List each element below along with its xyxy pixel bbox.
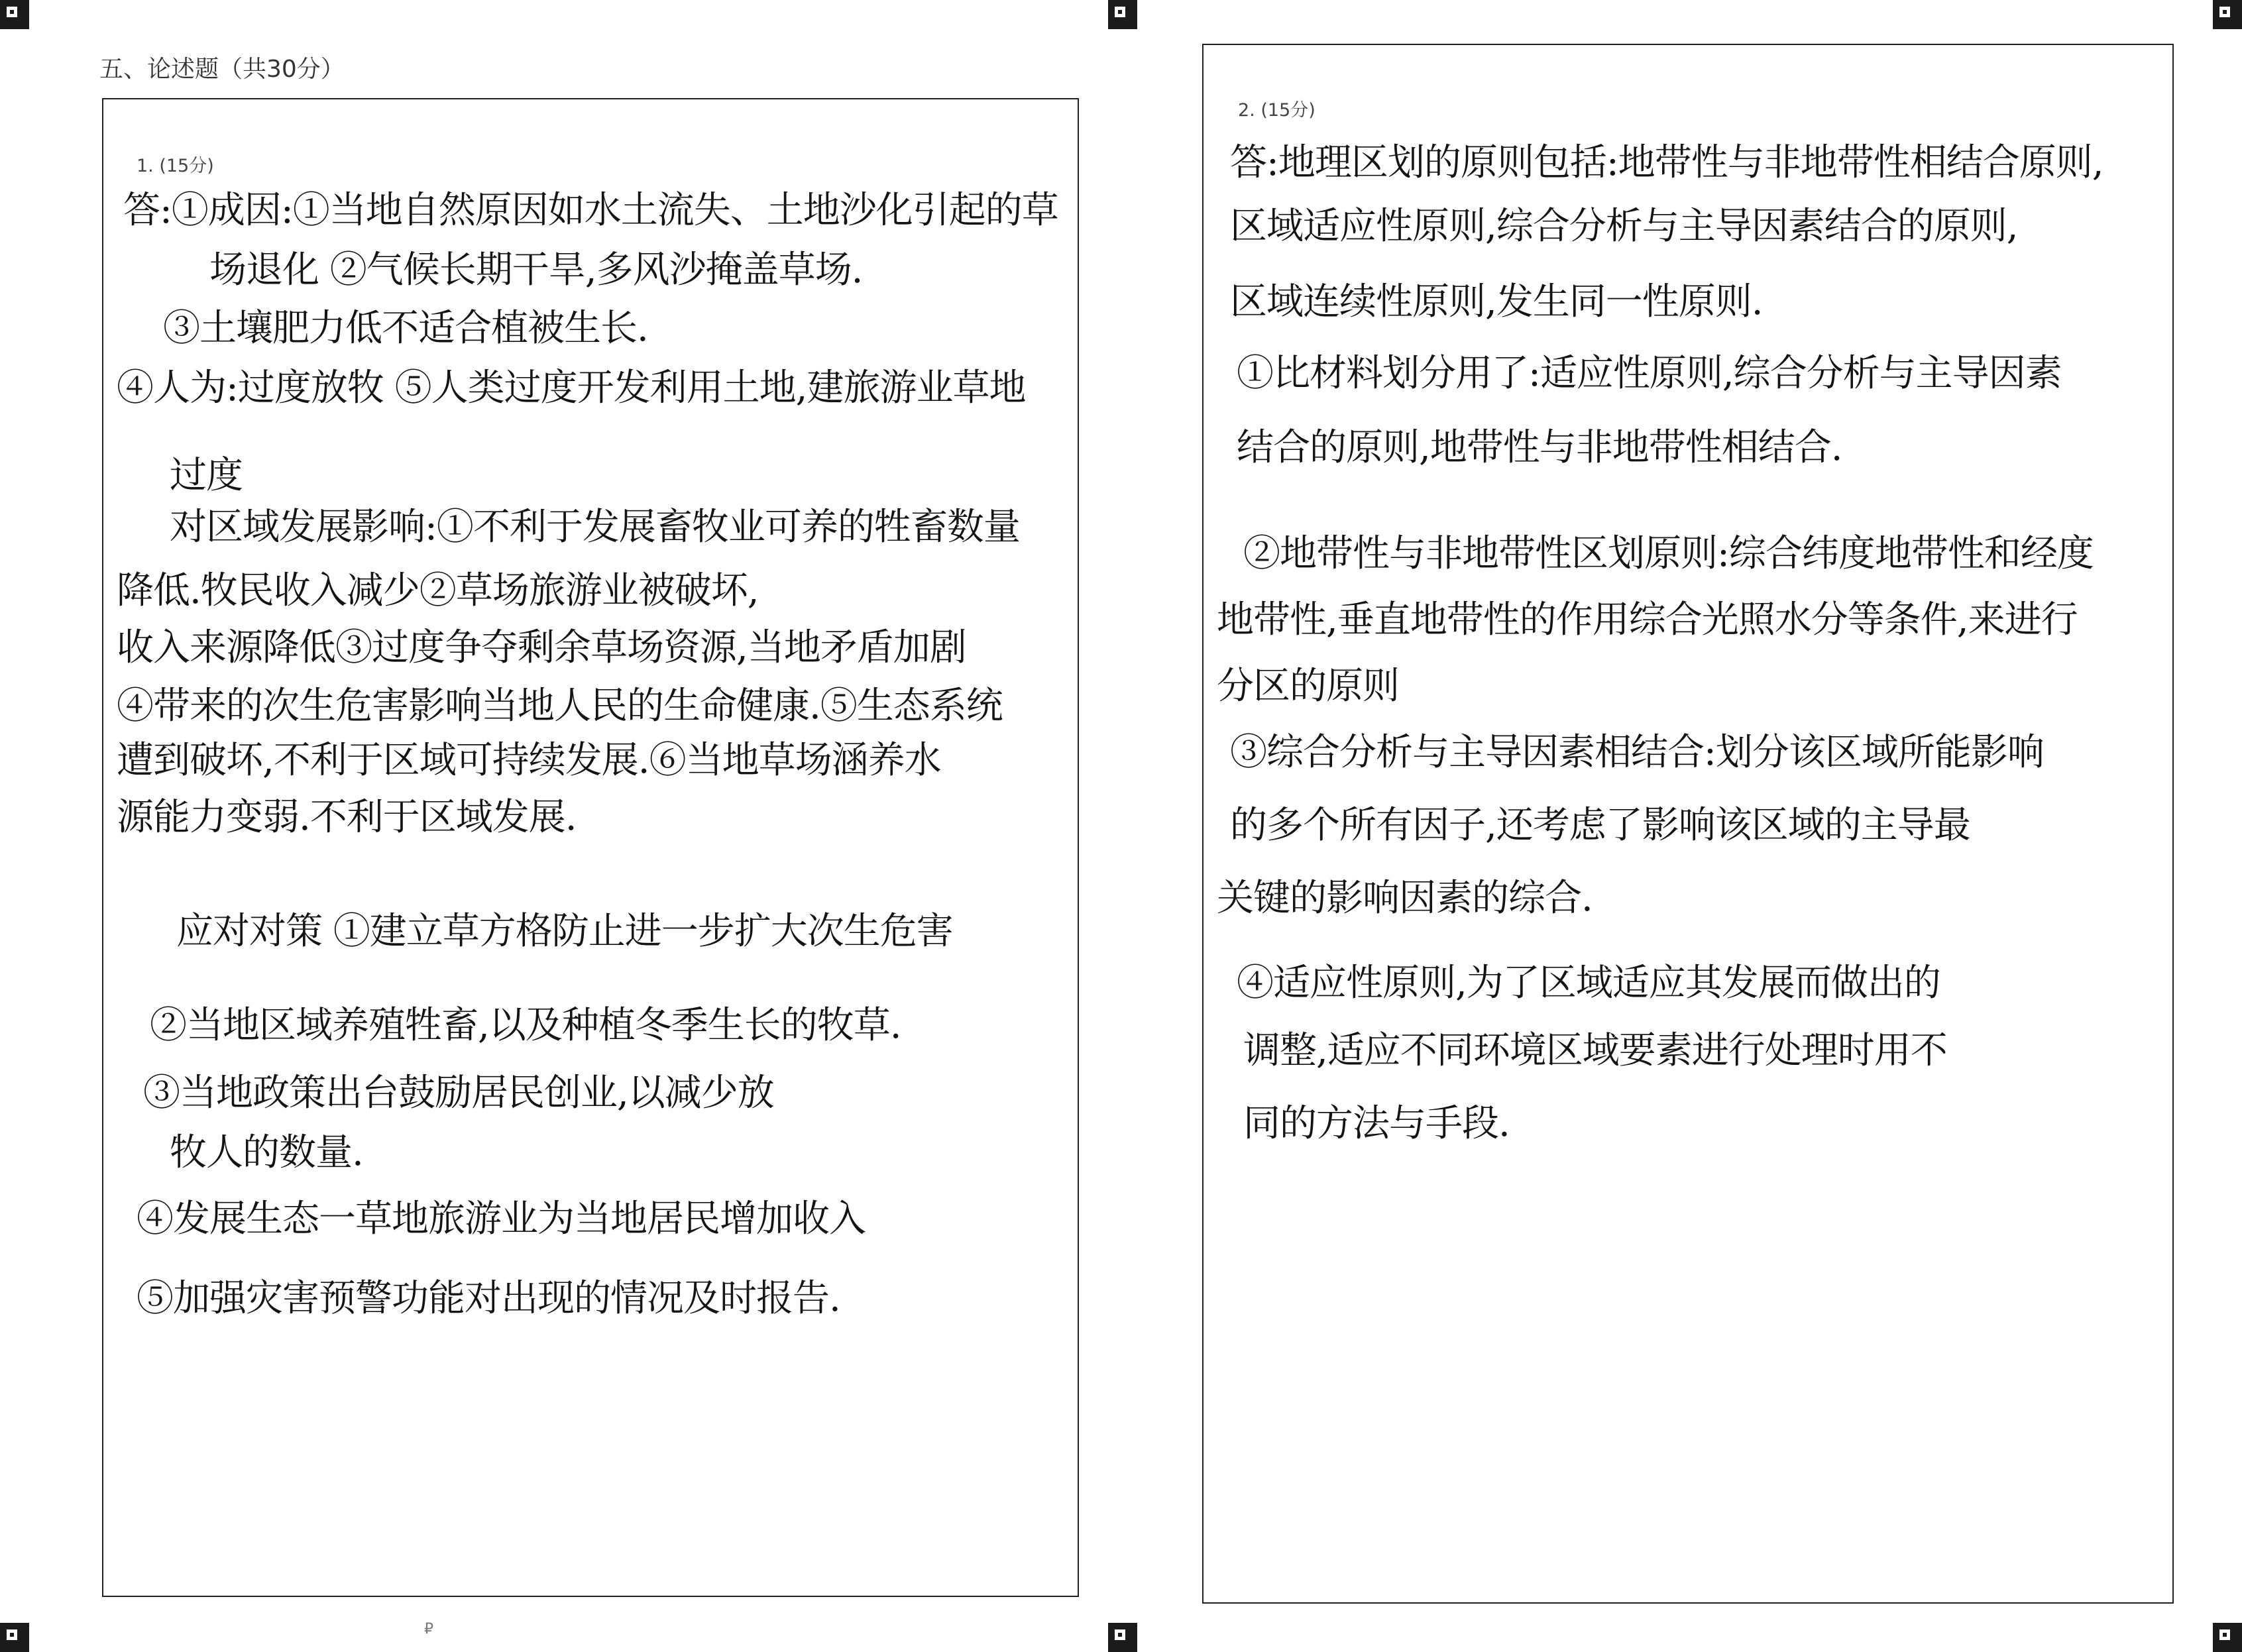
answer-line: 同的方法与手段. [1243, 1102, 1510, 1145]
answer-line: ②地带性与非地带性区划原则:综合纬度地带性和经度 [1243, 532, 2094, 575]
registration-marker-top-center [1108, 0, 1137, 29]
answer-line: 牧人的数量. [170, 1131, 363, 1174]
answer-line: 关键的影响因素的综合. [1217, 877, 1593, 920]
stray-mark: ₽ [424, 1621, 433, 1637]
answer-line: ④人为:过度放牧 ⑤人类过度开发利用土地,建旅游业草地 [117, 366, 1026, 410]
answer-line: ③土壤肥力低不适合植被生长. [163, 307, 648, 350]
answer-line: 区域连续性原则,发生同一性原则. [1230, 280, 1763, 323]
answer-line: 答:①成因:①当地自然原因如水土流失、土地沙化引起的草 [123, 189, 1058, 232]
answer-line: 地带性,垂直地带性的作用综合光照水分等条件,来进行 [1217, 598, 2078, 641]
answer-line: 对区域发展影响:①不利于发展畜牧业可养的牲畜数量 [170, 506, 1020, 549]
answer-line: ④带来的次生危害影响当地人民的生命健康.⑤生态系统 [117, 685, 1003, 728]
answer-box-question-1 [102, 98, 1079, 1597]
question-1-answer [103, 99, 1078, 1596]
answer-line: 遭到破坏,不利于区域可持续发展.⑥当地草场涵养水 [117, 739, 941, 782]
answer-line: 降低.牧民收入减少②草场旅游业被破坏, [117, 569, 759, 612]
question-1-label: 1. (15分) [137, 156, 214, 176]
answer-line: 分区的原则 [1217, 665, 1399, 708]
answer-line: 调整,适应不同环境区域要素进行处理时用不 [1243, 1029, 1947, 1072]
answer-line: ⑤加强灾害预警功能对出现的情况及时报告. [137, 1277, 840, 1320]
registration-marker-top-left [0, 0, 29, 29]
answer-line: 源能力变弱.不利于区域发展. [117, 796, 577, 839]
answer-line: 场退化 ②气候长期干旱,多风沙掩盖草场. [209, 248, 863, 292]
answer-line: 过度 [170, 454, 243, 497]
registration-marker-top-right [2213, 0, 2242, 29]
question-2-answer [1204, 45, 2172, 1602]
answer-line: 答:地理区划的原则包括:地带性与非地带性相结合原则, [1230, 141, 2103, 184]
answer-line: ④发展生态一草地旅游业为当地居民增加收入 [137, 1197, 866, 1240]
registration-marker-bottom-right [2213, 1623, 2242, 1652]
answer-box-question-2 [1202, 44, 2174, 1604]
answer-line: 的多个所有因子,还考虑了影响该区域的主导最 [1230, 804, 1970, 847]
answer-line: 应对对策 ①建立草方格防止进一步扩大次生危害 [176, 910, 953, 953]
section-title: 五、论述题（共30分） [99, 56, 345, 83]
answer-line: 区域适应性原则,综合分析与主导因素结合的原则, [1230, 205, 2018, 248]
answer-line: ③当地政策出台鼓励居民创业,以减少放 [143, 1072, 774, 1115]
answer-line: ②当地区域养殖牲畜,以及种植冬季生长的牧草. [150, 1004, 901, 1047]
answer-line: ④适应性原则,为了区域适应其发展而做出的 [1237, 962, 1940, 1005]
answer-line: ①比材料划分用了:适应性原则,综合分析与主导因素 [1237, 352, 2062, 395]
answer-line: 结合的原则,地带性与非地带性相结合. [1237, 426, 1842, 469]
answer-line: 收入来源降低③过度争夺剩余草场资源,当地矛盾加剧 [117, 626, 966, 669]
registration-marker-bottom-left [0, 1623, 29, 1652]
registration-marker-bottom-center [1108, 1623, 1137, 1652]
question-2-label: 2. (15分) [1238, 100, 1316, 121]
answer-line: ③综合分析与主导因素相结合:划分该区域所能影响 [1230, 731, 2044, 774]
